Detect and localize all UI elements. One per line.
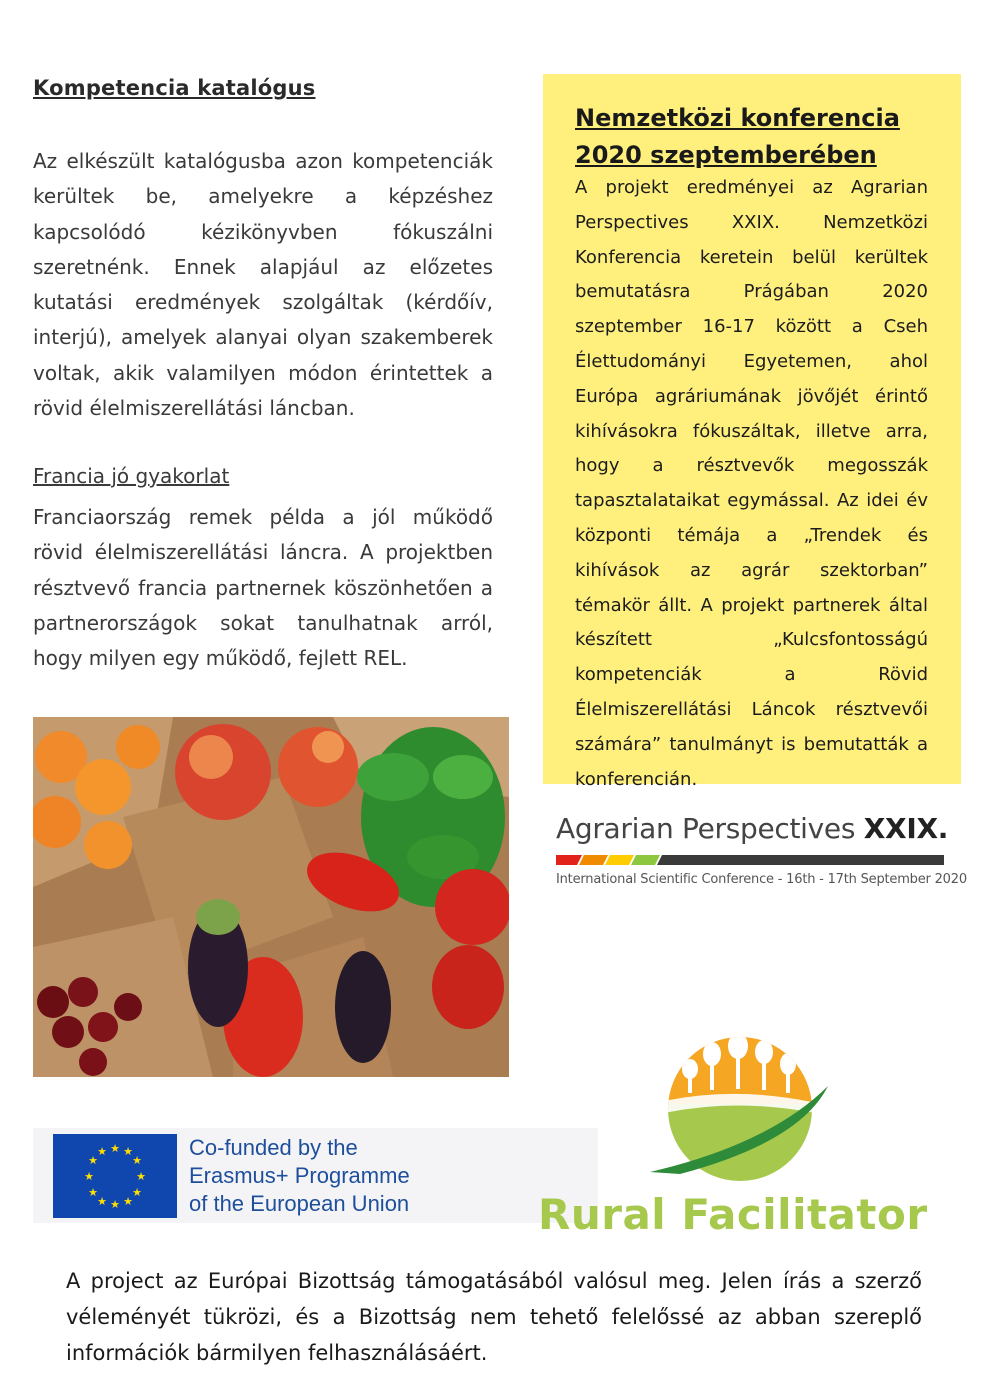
rural-facilitator-name: Rural Facilitator xyxy=(538,1190,928,1239)
agrarian-logo-subtitle: International Scientific Conference - 16th - 17th September 2020 xyxy=(556,872,967,887)
svg-text:★: ★ xyxy=(110,1198,120,1211)
francia-paragraph: Franciaország remek példa a jól működő rövid élelmiszerellátási láncra. A projektben résztvevő francia partnernek köszönhetően a partnerországok sokat tanulhatnak arról, hogy milyen egy működő, fejlett REL. xyxy=(33,505,493,671)
funding-disclaimer: A project az Európai Bizottság támogatásából valósul meg. Jelen írás a szerző véleményét tükrözi, és a Bizottság nem tehető felelőssé az abban szereplő információk bármilyen felhasználásáért. xyxy=(66,1269,922,1365)
eu-flag-icon xyxy=(53,1134,177,1218)
section-heading-kompetencia: Kompetencia katalógus xyxy=(33,76,316,100)
svg-text:★: ★ xyxy=(132,1154,142,1167)
vegetables-photo xyxy=(33,717,509,1077)
svg-text:★: ★ xyxy=(88,1154,98,1167)
svg-text:★: ★ xyxy=(132,1186,142,1199)
svg-text:★: ★ xyxy=(97,1195,107,1208)
agrarian-logo-bar xyxy=(556,855,944,865)
svg-text:★: ★ xyxy=(123,1195,133,1208)
svg-text:★: ★ xyxy=(97,1145,107,1158)
conference-title: Nemzetközi konferencia 2020 szeptemberében xyxy=(575,104,900,169)
svg-text:★: ★ xyxy=(88,1186,98,1199)
agrarian-logo-name: Agrarian Perspectives xyxy=(556,812,856,845)
svg-text:★: ★ xyxy=(136,1170,146,1183)
eu-logo-line-3: of the European Union xyxy=(189,1191,410,1216)
svg-text:★: ★ xyxy=(84,1170,94,1183)
eu-logo-line-1: Co-funded by the xyxy=(189,1135,358,1160)
kompetencia-paragraph: Az elkészült katalógusba azon kompetenciák kerültek be, amelyekre a képzéshez kapcsolódó kézikönyvben fókuszálni szeretnénk. Ennek alapjául az előzetes kutatási eredmények szolgáltak (kérdőív, interjú), amelyek alanyai olyan szakemberek voltak, akik valamilyen módon érintettek a rövid élelmiszerellátási láncban. xyxy=(33,149,493,421)
section-heading-francia: Francia jó gyakorlat xyxy=(33,464,230,488)
rural-facilitator-emblem-icon xyxy=(640,1024,830,1184)
agrarian-logo-numeral: XXIX. xyxy=(863,812,949,845)
svg-text:★: ★ xyxy=(123,1145,133,1158)
conference-text: A projekt eredményei az Agrarian Perspectives XXIX. Nemzetközi Konferencia keretein belül kerültek bemutatásra Prágában 2020 szeptember 16-17 között a Cseh Élettudományi Egyetemen, ahol Európa agráriumának jövőjét érintő kihívásokra fókuszáltak, illetve arra, hogy a résztvevők megosszák tapasztalataikat egymással. Az idei év központi témája a „Trendek és kihívások az agrár szektorban” témakör állt. A projekt partnerek által készített „Kulcsfontosságú kompetenciák a Rövid Élelmiszerellátási Láncok résztvevői számára” tanulmányt is bemutatták a konferencián. xyxy=(575,177,928,790)
eu-logo-line-2: Erasmus+ Programme xyxy=(189,1163,410,1188)
agrarian-logo-title xyxy=(556,812,948,845)
svg-text:★: ★ xyxy=(110,1142,120,1155)
